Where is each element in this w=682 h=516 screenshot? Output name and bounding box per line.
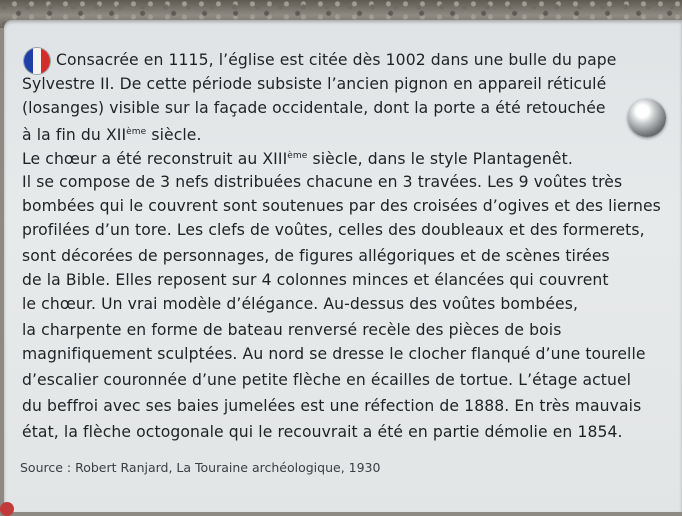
source-citation: Source : Robert Ranjard, La Touraine archéologique, 1930: [20, 460, 381, 475]
text-line-7: bombées qui le couvrent sont soutenues par des croisées d’ogives et des liernes: [22, 197, 661, 215]
text-line-13: magnifiquement sculptées. Au nord se dresse le clocher flanqué d’une tourelle: [22, 345, 646, 363]
partial-flag-mark: [0, 502, 14, 516]
text-line-4: à la fin du XIIème siècle.: [22, 126, 202, 144]
text-line-8: profilées d’un tore. Les clefs de voûtes, celles des doubleaux et des formerets,: [22, 221, 645, 239]
text-line-6: Il se compose de 3 nefs distribuées chacune en 3 travées. Les 9 voûtes très: [22, 173, 623, 191]
text-line-15: du beffroi avec ses baies jumelées est une réfection de 1888. En très mauvais: [22, 397, 642, 415]
superscript-eme: ème: [287, 151, 308, 161]
text-line-9: sont décorées de personnages, de figures allégoriques et de scènes tirées: [22, 247, 610, 265]
french-flag-icon: [24, 48, 50, 74]
text-line-3: (losanges) visible sur la façade occidentale, dont la porte a été retouchée: [22, 99, 606, 117]
text-line-16: état, la flèche octogonale qui le recouvrait a été en partie démolie en 1854.: [22, 423, 623, 441]
superscript-eme: ème: [126, 127, 147, 137]
metal-rivet-icon: [628, 99, 666, 137]
text-line-1: Consacrée en 1115, l’église est citée dès 1002 dans une bulle du pape: [56, 51, 617, 69]
text-line-14: d’escalier couronnée d’une petite flèche en écailles de tortue. L’étage actuel: [22, 371, 632, 389]
text-line-2: Sylvestre II. De cette période subsiste l’ancien pignon en appareil réticulé: [22, 75, 607, 93]
text-line-11: le chœur. Un vrai modèle d’élégance. Au-dessus des voûtes bombées,: [22, 295, 578, 313]
text-line-12: la charpente en forme de bateau renversé recèle des pièces de bois: [22, 321, 562, 339]
text-line-10: de la Bible. Elles reposent sur 4 colonnes minces et élancées qui couvrent: [22, 271, 609, 289]
text-line-5: Le chœur a été reconstruit au XIIIème siècle, dans le style Plantagenêt.: [22, 150, 573, 168]
